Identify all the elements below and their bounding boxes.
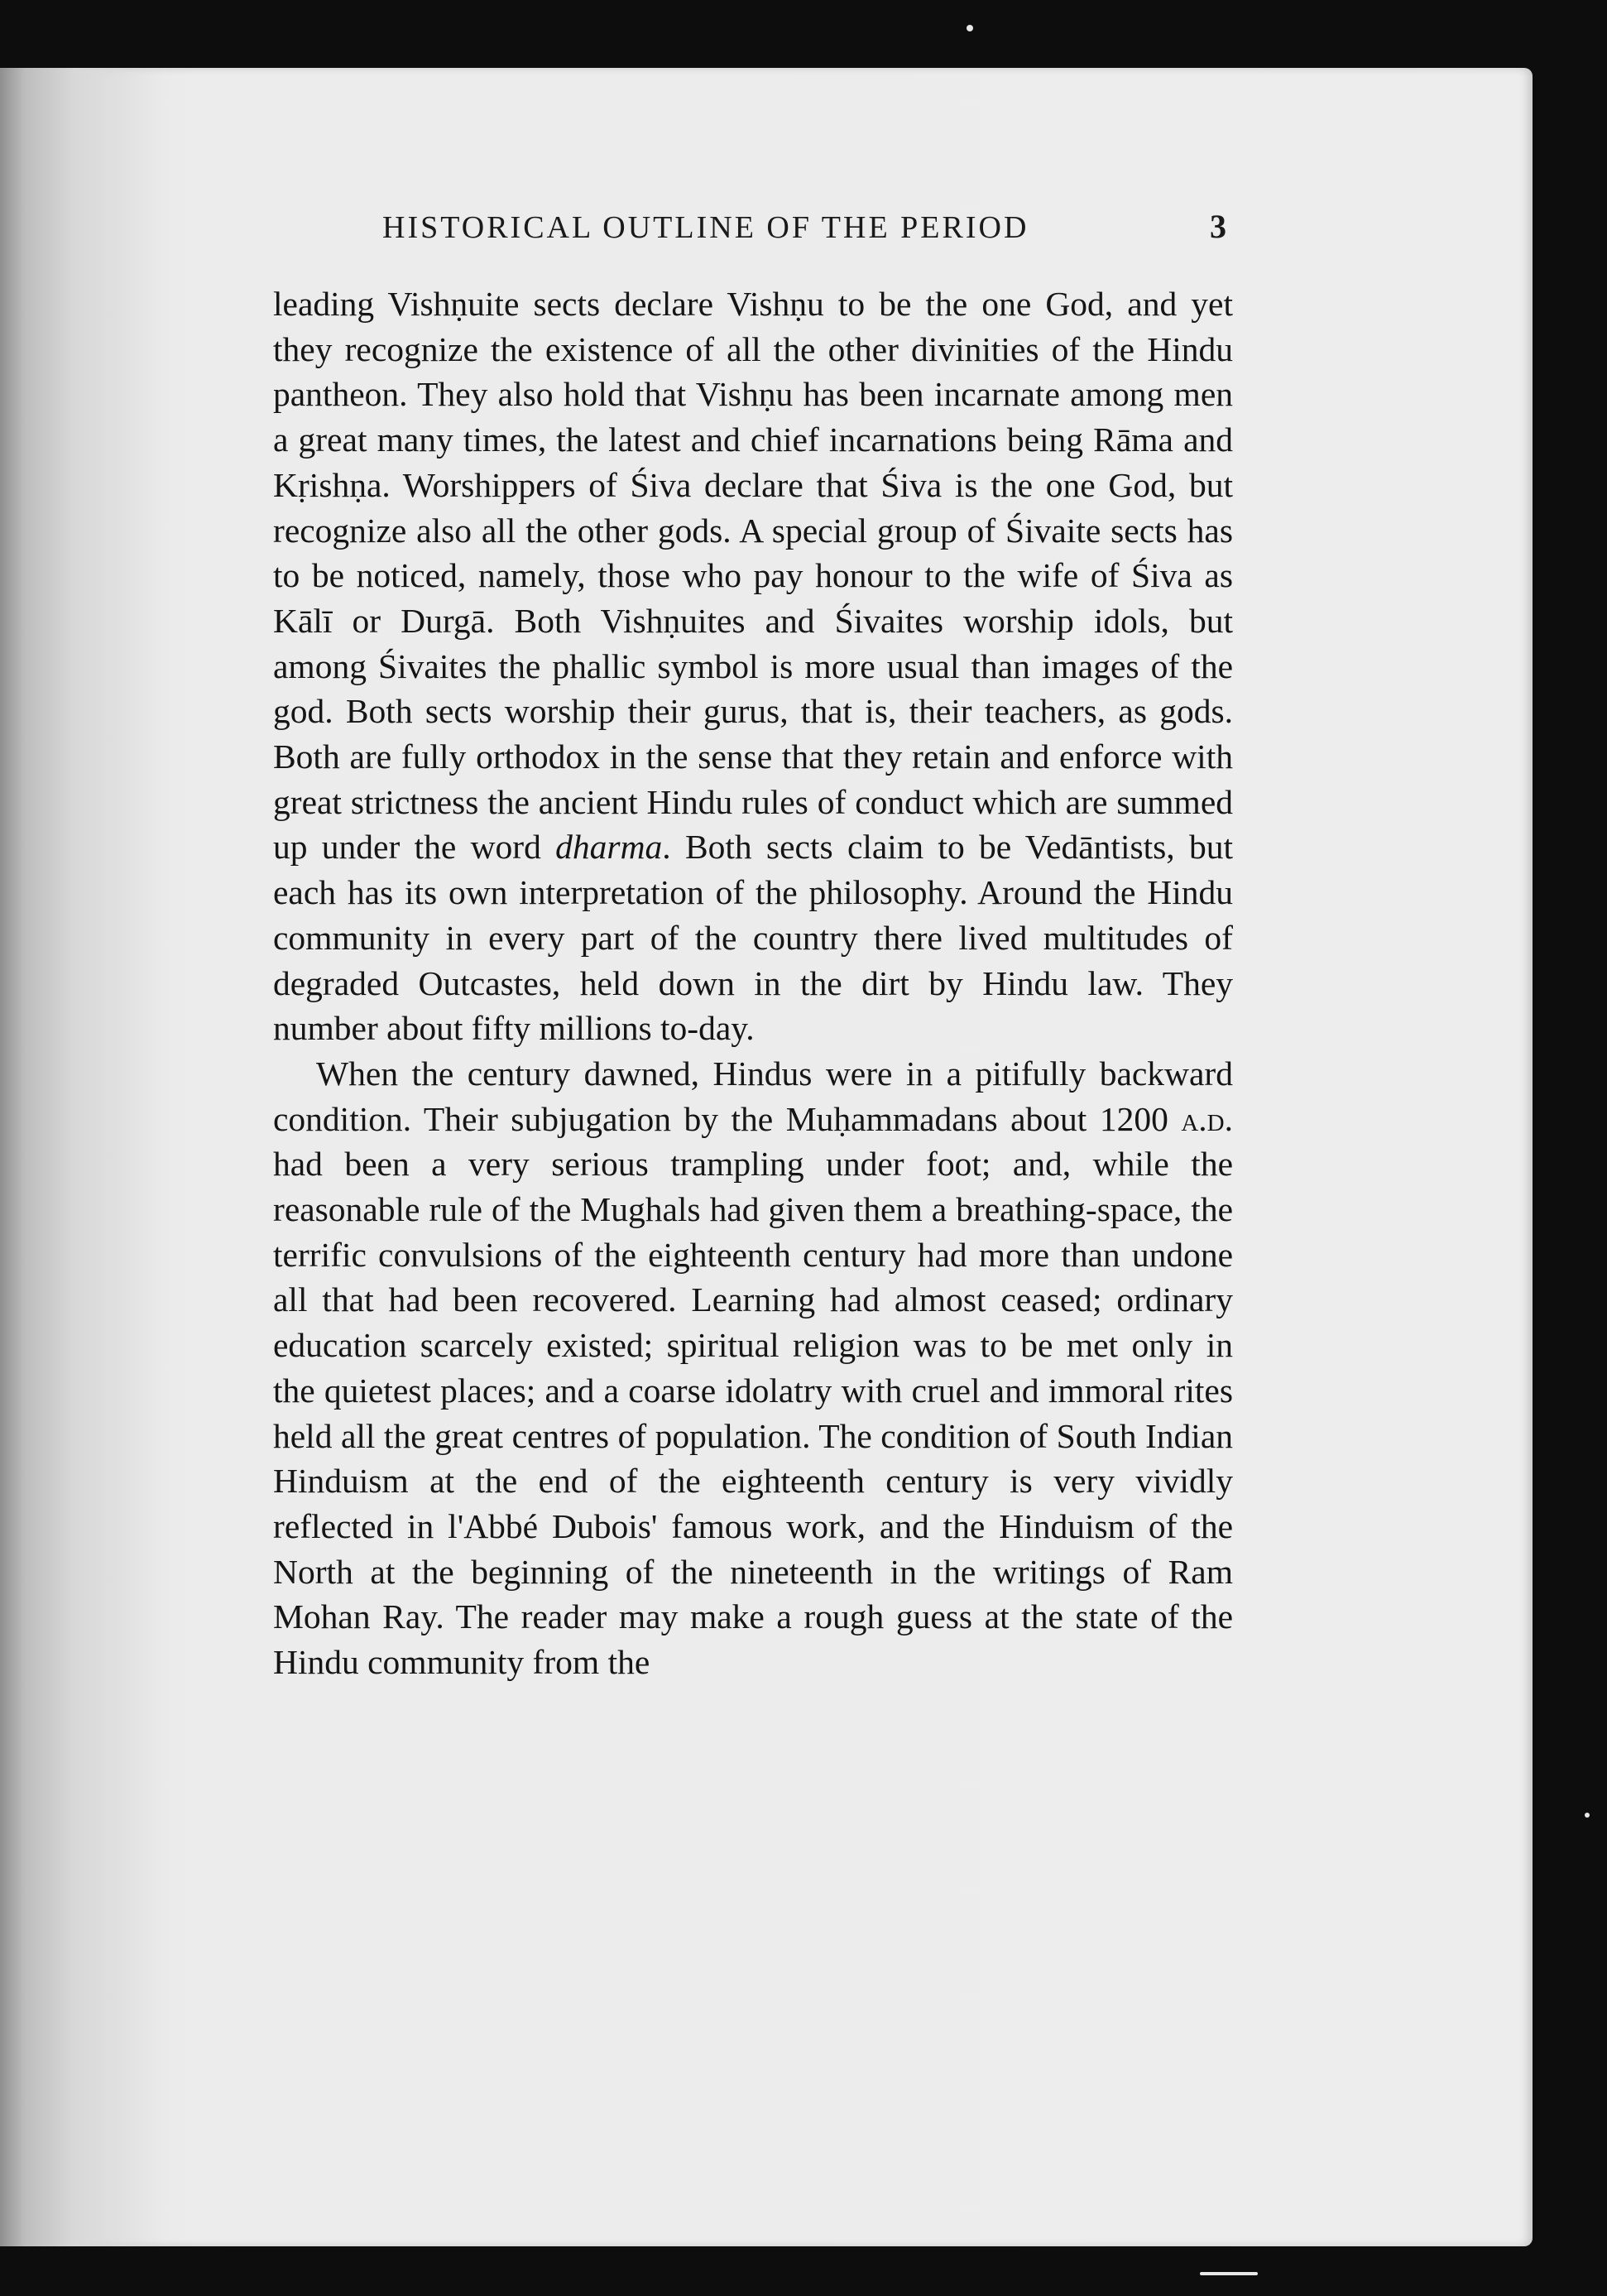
running-head-title: HISTORICAL OUTLINE OF THE PERIOD: [382, 210, 1029, 245]
paragraph-1-text-a: leading Vishṇuite sects declare Vishṇu to be the one God, and yet they recognize the existence of all the other divinities of the Hindu pantheon. They also hold that Vishṇu has been incarnate among men a great many times, the latest and chief incarnations being Rāma and Kṛishṇa. Worshippers of Śiva declare that Śiva is the one God, but recognize also all the other gods. A special group of Śivaite sects has to be noticed, namely, those who pay honour to the wife of Śiva as Kālī or Durgā. Both Vishṇuites and Śivaites worship idols, but among Śivaites the phallic symbol is more usual than images of the god. Both sects worship their gurus, that is, their teachers, as gods. Both are fully orthodox in the sense that they retain and enforce with great strictness the ancient Hindu rules of conduct which are summed up under the word: [273, 285, 1233, 867]
scan-speck: [1200, 2272, 1258, 2275]
page-gutter-shadow: [0, 68, 165, 2246]
paragraph-1-text-b: . Both sects claim to be Vedāntists, but each has its own interpretation of the philosophy. Around the Hindu community in every part of the country there lived multitudes of degraded Outcastes, held down in the dirt by Hindu law. They number about fifty millions to-day.: [273, 828, 1234, 1048]
era-abbreviation: a.d.: [1181, 1099, 1233, 1138]
body-text: [273, 281, 1233, 1685]
italic-term-dharma: dharma: [555, 828, 663, 867]
paragraph-1: [273, 281, 1233, 1051]
scan-speck: [967, 25, 973, 31]
paragraph-2-text-a: When the century dawned, Hindus were in a pitifully backward condition. Their subjugation by the Muḥammadans about 1200: [273, 1054, 1233, 1138]
running-head: [382, 207, 1226, 246]
page-number: 3: [1210, 208, 1226, 245]
paragraph-2: [273, 1051, 1233, 1685]
scan-speck: [1585, 1813, 1590, 1818]
paragraph-2-text-b: had been a very serious trampling under foot; and, while the reasonable rule of the Mughals had given them a breathing-space, the terrific convulsions of the eighteenth century had more than undone all that had been recovered. Learning had almost ceased; ordinary education scarcely existed; spiritual religion was to be met only in the quietest places; and a coarse idolatry with cruel and immoral rites held all the great centres of population. The condition of South Indian Hinduism at the end of the eighteenth century is very vividly reflected in l'Abbé Dubois' famous work, and the Hinduism of the North at the beginning of the nineteenth in the writings of Ram Mohan Ray. The reader may make a rough guess at the state of the Hindu community from the: [273, 1145, 1233, 1682]
